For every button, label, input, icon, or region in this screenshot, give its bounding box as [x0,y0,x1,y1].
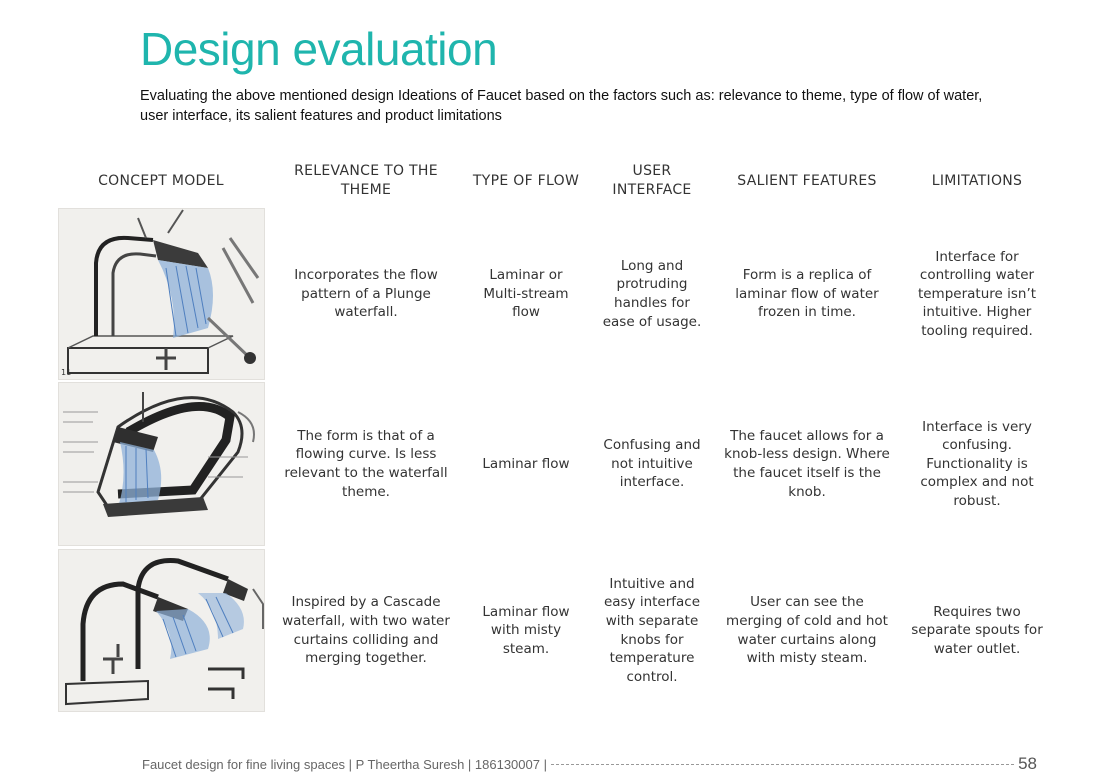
row1-relevance: Incorporates the flow pattern of a Plunge waterfall. [294,267,438,321]
row1-limitations: Interface for controlling water temperature isn’t intuitive. Higher tooling required. [917,248,1037,339]
page-subtitle: Evaluating the above mentioned design Ideations of Faucet based on the factors such as: relevance to theme, type of flow of water, user interface, its salient features and product limitations [140,88,983,124]
footer-text: Faucet design for fine living spaces | P Theertha Suresh | 186130007 | [142,756,547,772]
page-title: Design evaluation [140,23,498,75]
header-relevance: RELEVANCE TO THE THEME [294,163,438,198]
row2-limitations: Interface is very confusing. Functionality is complex and not robust. [920,418,1034,509]
row3-user-interface: Intuitive and easy interface with separate knobs for temperature control. [603,575,701,685]
row1-user-interface: Long and protruding handles for ease of usage. [602,257,702,330]
concept-sketch-curve-faucet [58,382,265,546]
row2-salient-features: The faucet allows for a knob-less design. Where the faucet itself is the knob. [724,427,890,500]
row2-user-interface: Confusing and not intuitive interface. [603,437,701,491]
row2-relevance: The form is that of a flowing curve. Is less relevant to the waterfall theme. [284,427,448,500]
footer-divider [551,764,1014,765]
header-limitations: LIMITATIONS [931,172,1023,189]
row3-limitations: Requires two separate spouts for water outlet. [911,603,1043,657]
row1-salient-features: Form is a replica of laminar flow of water frozen in time. [735,267,879,321]
row3-relevance: Inspired by a Cascade waterfall, with two water curtains colliding and merging together. [282,594,450,667]
page-number: 58 [1018,754,1037,773]
header-user-interface: USER INTERFACE [612,163,692,198]
row1-flow-type: Laminar or Multi-stream flow [483,267,569,321]
concept-sketch-cascade-faucet [58,549,265,712]
sketch-number-label: 11 [61,368,72,377]
page-footer [142,754,1037,774]
header-salient-features: SALIENT FEATURES [737,172,877,189]
concept-sketch-plunge-faucet [58,208,265,380]
row3-salient-features: User can see the merging of cold and hot water curtains along with misty steam. [726,594,888,667]
header-flow-type: TYPE OF FLOW [472,172,580,189]
header-concept-model: CONCEPT MODEL [98,172,224,189]
row3-flow-type: Laminar flow with misty steam. [482,603,570,657]
row2-flow-type: Laminar flow [482,455,570,472]
